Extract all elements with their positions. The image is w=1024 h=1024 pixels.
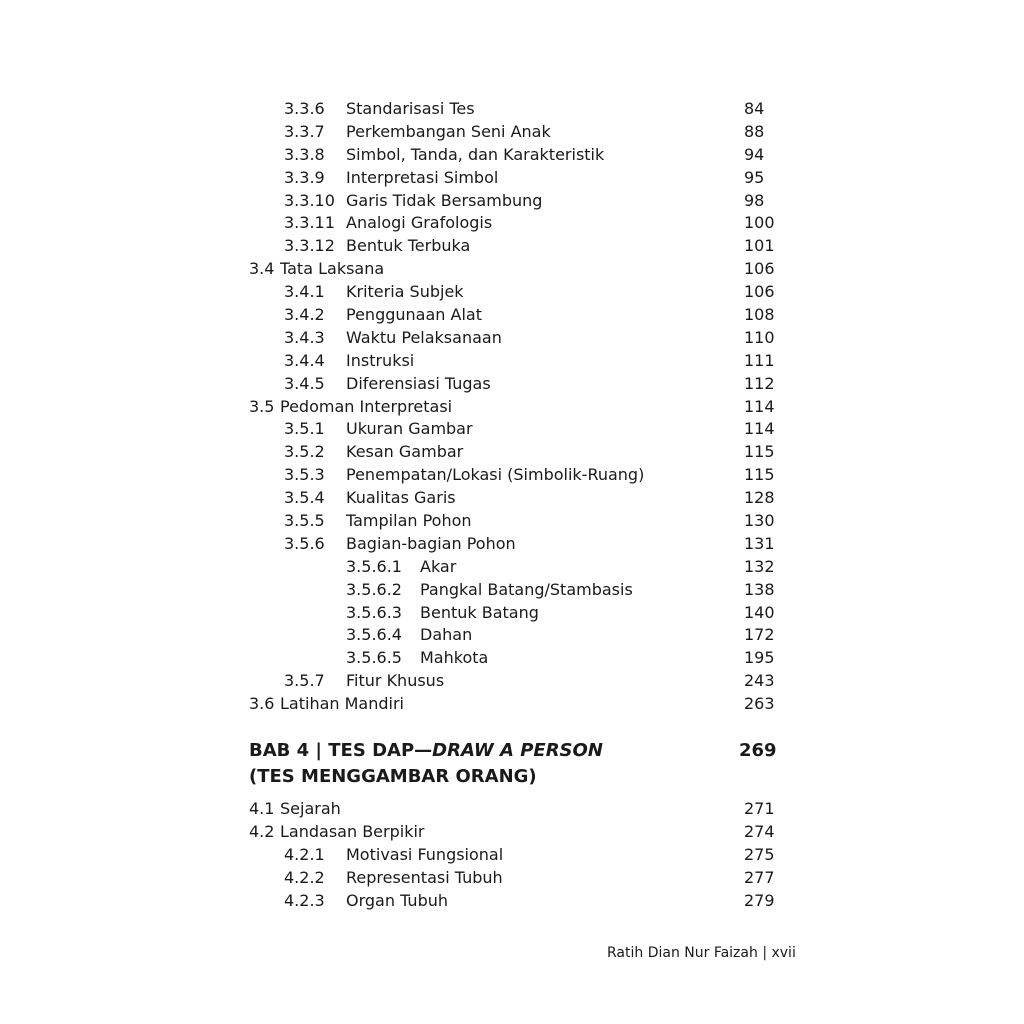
toc-entry-page: 112 [744,373,775,393]
toc-entry-page: 98 [744,190,765,210]
toc-entry-title: Fitur Khusus [346,671,445,691]
toc-entry-title: Ukuran Gambar [346,419,473,439]
toc-entry-number: 3.4.2 [284,305,325,325]
toc-entry [249,121,779,144]
toc-entry [249,693,779,716]
toc-entry-page: 274 [744,821,775,841]
toc-entry [249,418,779,441]
toc-entry-number: 3.4.5 [284,373,325,393]
toc-entry [249,533,779,556]
toc-entry-number: 3.5.3 [284,465,325,485]
toc-entry-title: Latihan Mandiri [280,694,404,714]
toc-entry-title: Analogi Grafologis [346,213,493,233]
toc-entry [249,510,779,533]
toc-entry-number: 3.5.6.4 [346,625,402,645]
toc-entry [249,602,779,625]
toc-entry-number: 3.5.6.5 [346,648,402,668]
toc-entry-title: Bentuk Terbuka [346,236,471,256]
toc-entry-title: Tata Laksana [280,259,385,279]
toc-entry-number: 3.5.4 [284,488,325,508]
toc-entry-title: Instruksi [346,350,415,370]
chapter-page-number: 269 [739,740,777,762]
toc-entry-title: Simbol, Tanda, dan Karakteristik [346,144,605,164]
chapter-title-line-2: (TES MENGGAMBAR ORANG) [249,766,537,788]
chapter-title-italic: DRAW A PERSON [432,740,603,762]
toc-entry [249,624,779,647]
toc-entry-number: 3.4.4 [284,350,325,370]
toc-entry-page: 115 [744,465,775,485]
toc-entry [249,890,779,913]
toc-entry-page: 114 [744,419,775,439]
toc-entry [249,647,779,670]
toc-entry [249,167,779,190]
toc-entry-page: 84 [744,99,765,118]
toc-entry-number: 3.5.6 [284,533,325,553]
toc-entry-title: Mahkota [420,648,489,668]
toc-entry-title: Akar [420,556,457,576]
toc-entry-page: 115 [744,442,775,462]
toc-entry-page: 110 [744,327,775,347]
toc-entry [249,373,779,396]
toc-entry-page: 132 [744,556,775,576]
toc-entry [249,556,779,579]
toc-entry-title: Sejarah [280,799,341,819]
toc-entry-number: 3.5.5 [284,511,325,531]
toc-entry-page: 88 [744,121,765,141]
toc-entry-page: 172 [744,625,775,645]
toc-entry-page: 114 [744,396,775,416]
toc-entry-title: Diferensiasi Tugas [346,373,491,393]
toc-entry-number: 3.3.9 [284,167,325,187]
toc-entry-title: Waktu Pelaksanaan [346,327,502,347]
toc-entry [249,258,779,281]
toc-entry-title: Interpretasi Simbol [346,167,499,187]
toc-entry-number: 4.1 [249,799,275,819]
toc-entry-number: 3.3.11 [284,213,335,233]
toc-entry [249,212,779,235]
toc-entry [249,579,779,602]
toc-entry-number: 3.6 [249,694,275,714]
toc-entry [249,798,779,821]
toc-entry-number: 3.3.6 [284,99,325,118]
toc-entry-page: 140 [744,602,775,622]
toc-entry-number: 3.5.2 [284,442,325,462]
toc-entry-title: Kriteria Subjek [346,282,464,302]
toc-entry-page: 279 [744,890,775,910]
toc-entry-page: 271 [744,799,775,819]
toc-entry [249,821,779,844]
toc-entry [249,144,779,167]
toc-entry-number: 4.2.3 [284,890,325,910]
toc-entry-page: 130 [744,511,775,531]
toc-entry-title: Perkembangan Seni Anak [346,121,551,141]
toc-entry [249,867,779,890]
toc-entry-page: 100 [744,213,775,233]
toc-entry-title: Tampilan Pohon [346,511,472,531]
toc-entry-number: 3.4 [249,259,275,279]
toc-entry-number: 3.5.6.1 [346,556,402,576]
toc-entry-number: 4.2.2 [284,867,325,887]
toc-entry-page: 111 [744,350,775,370]
toc-list-chapter-4 [249,798,779,912]
toc-entry [249,235,779,258]
toc-entry-page: 101 [744,236,775,256]
toc-entry-page: 95 [744,167,765,187]
chapter-title-prefix: BAB 4 | TES DAP— [249,740,433,762]
toc-entry-page: 94 [744,144,765,164]
toc-entry-page: 106 [744,259,775,279]
toc-entry-page: 108 [744,305,775,325]
toc-entry-title: Penempatan/Lokasi (Simbolik-Ruang) [346,465,645,485]
toc-entry-number: 3.5.6.2 [346,579,402,599]
toc-entry [249,350,779,373]
toc-entry-number: 4.2 [249,821,275,841]
toc-entry-title: Penggunaan Alat [346,305,482,325]
toc-entry-page: 275 [744,844,775,864]
toc-entry-number: 4.2.1 [284,844,325,864]
toc-entry-number: 3.3.12 [284,236,335,256]
toc-entry-page: 263 [744,694,775,714]
toc-entry-title: Pedoman Interpretasi [280,396,453,416]
toc-entry [249,396,779,419]
toc-entry-number: 3.5.6.3 [346,602,402,622]
toc-entry-page: 277 [744,867,775,887]
toc-entry-title: Motivasi Fungsional [346,844,504,864]
toc-entry [249,670,779,693]
toc-entry-title: Garis Tidak Bersambung [346,190,543,210]
toc-entry-page: 106 [744,282,775,302]
toc-entry-page: 195 [744,648,775,668]
table-of-contents [249,98,779,913]
toc-entry-number: 3.5 [249,396,275,416]
toc-entry-title: Kualitas Garis [346,488,456,508]
toc-entry-number: 3.5.7 [284,671,325,691]
toc-entry-page: 131 [744,533,775,553]
page-footer: Ratih Dian Nur Faizah | xvii [607,945,796,961]
toc-entry [249,464,779,487]
toc-entry-title: Standarisasi Tes [346,99,475,118]
toc-entry-page: 128 [744,488,775,508]
toc-entry [249,441,779,464]
toc-entry-number: 3.3.8 [284,144,325,164]
toc-entry-title: Bentuk Batang [420,602,539,622]
toc-entry-number: 3.4.3 [284,327,325,347]
toc-entry [249,98,779,121]
toc-entry-title: Dahan [420,625,473,645]
toc-entry-number: 3.3.7 [284,121,325,141]
toc-entry-title: Kesan Gambar [346,442,464,462]
toc-entry-number: 3.3.10 [284,190,335,210]
toc-entry-number: 3.4.1 [284,282,325,302]
toc-entry-title: Pangkal Batang/Stambasis [420,579,633,599]
toc-entry [249,844,779,867]
toc-entry-page: 243 [744,671,775,691]
chapter-heading [249,738,779,792]
toc-entry [249,327,779,350]
toc-entry-title: Representasi Tubuh [346,867,503,887]
toc-entry-number: 3.5.1 [284,419,325,439]
toc-entry-title: Bagian-bagian Pohon [346,533,516,553]
toc-entry [249,304,779,327]
toc-entry-page: 138 [744,579,775,599]
toc-entry [249,281,779,304]
chapter-title-line-1 [249,738,603,764]
toc-entry-title: Organ Tubuh [346,890,448,910]
toc-list-chapter-3 [249,98,779,716]
toc-entry-title: Landasan Berpikir [280,821,425,841]
toc-entry [249,190,779,213]
toc-entry [249,487,779,510]
